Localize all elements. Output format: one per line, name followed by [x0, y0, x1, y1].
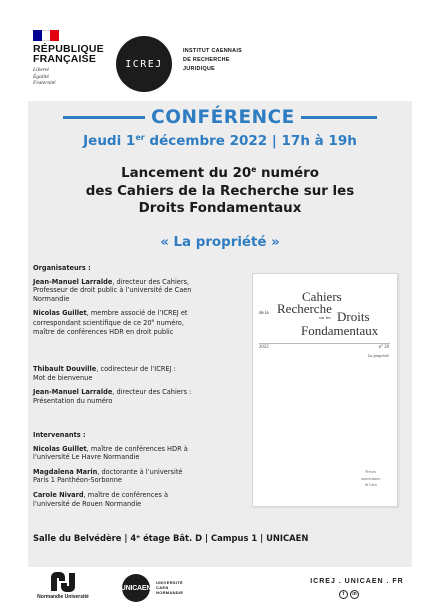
- intervenant-1-role: , maître de conférences HDR à: [86, 444, 188, 453]
- conference-heading: [28, 105, 412, 129]
- intervenant-3-line2: l’université de Rouen Normandie: [33, 499, 142, 508]
- french-flag-icon: [33, 30, 59, 41]
- normandie-universite-icon: [48, 571, 78, 593]
- social-links: [339, 590, 359, 599]
- organisateur-2-line2sup: e: [151, 318, 155, 324]
- programme-2-name: Jean-Manuel Larralde: [33, 388, 113, 397]
- programme-1-topic: Mot de bienvenue: [33, 373, 93, 382]
- title-line1-pre: Lancement du 20: [121, 166, 252, 181]
- event-theme: « La propriété »: [160, 235, 280, 250]
- normandie-universite-logo: [28, 571, 98, 600]
- book-title-fondamentaux: Fondamentaux: [301, 323, 379, 338]
- unicaen-logo-text: UNICAEN: [120, 584, 152, 592]
- date-prefix: Jeudi 1: [83, 133, 136, 149]
- rf-motto-egalite: Égalité: [33, 73, 49, 80]
- unicaen-logo: [122, 574, 150, 602]
- programme-1-role: , codirecteur de l’ICREJ :: [96, 365, 176, 373]
- intervenant-2-name: Magdalena Marin: [33, 467, 98, 476]
- book-title-recherche: Recherche: [277, 301, 332, 316]
- title-line3: Droits Fondamentaux: [138, 201, 302, 216]
- institut-name: [183, 47, 242, 73]
- book-title-sur-les: sur les: [319, 315, 331, 320]
- book-title-droits: Droits: [337, 309, 370, 324]
- twitter-icon[interactable]: t: [339, 590, 348, 599]
- intervenant-3-name: Carole Nivard: [33, 490, 84, 499]
- event-title: [28, 161, 412, 218]
- rf-motto-liberte: Liberté: [33, 67, 49, 73]
- programme-2-topic: Présentation du numéro: [33, 396, 113, 405]
- intervenant-1-name: Nicolas Guillet: [33, 444, 87, 453]
- unicaen-text-line3: NORMANDIE: [156, 590, 184, 595]
- programme-item-1: [33, 365, 247, 382]
- organisateur-2-name: Nicolas Guillet: [33, 309, 87, 318]
- institut-line1: INSTITUT CAENNAIS: [183, 48, 243, 54]
- book-title-cahiers: Cahiers: [302, 289, 342, 304]
- date-rest: décembre 2022 | 17h à 19h: [144, 133, 357, 149]
- book-publisher-line1: Presses: [365, 470, 376, 474]
- organisateur-2: [33, 309, 247, 336]
- unicaen-text-line2: CAEN: [156, 585, 169, 590]
- conference-title: CONFÉRENCE: [151, 106, 295, 128]
- intervenant-2-line2: Paris 1 Panthéon-Sorbonne: [33, 476, 122, 485]
- organisateur-2-role: , membre associé de l’ICREJ et: [86, 309, 188, 318]
- unicaen-text: [156, 580, 183, 595]
- book-title-de-la: de la: [259, 311, 269, 316]
- book-publisher-line3: de Caen: [364, 483, 377, 487]
- programme-item-2: [33, 388, 247, 405]
- rf-motto: [33, 67, 113, 87]
- rf-motto-fraternite: Fraternité: [33, 80, 56, 86]
- organisateur-2-line2a: correspondant scientifique de ce 20: [33, 318, 152, 327]
- heading-rule-right: [301, 116, 377, 119]
- intervenant-2: [33, 468, 247, 485]
- intervenant-3: [33, 491, 247, 508]
- normandie-universite-label: Normandie Université: [37, 594, 89, 600]
- icrej-logo-text: ICREJ: [125, 58, 163, 70]
- organisateurs-section: [33, 264, 247, 342]
- linkedin-icon[interactable]: in: [350, 590, 359, 599]
- intervenants-heading: Intervenants :: [33, 431, 86, 439]
- date-suffix: er: [135, 133, 145, 142]
- rf-name-line1: RÉPUBLIQUE: [33, 43, 104, 55]
- intervenant-1-line2: l’université Le Havre Normandie: [33, 453, 140, 462]
- organisateur-1: [33, 278, 247, 304]
- rf-name-line2: FRANÇAISE: [33, 53, 97, 65]
- organisateur-2-line2b: numéro,: [154, 318, 184, 327]
- organisateur-1-line3: Normandie: [33, 294, 70, 303]
- intervenant-3-role: , maître de conférences à: [83, 490, 169, 499]
- title-line1: [28, 161, 412, 183]
- book-cover: [252, 273, 398, 507]
- book-rule: [259, 343, 390, 344]
- programme-2-role: , directeur des Cahiers :: [112, 388, 192, 397]
- programme-section: [33, 365, 247, 411]
- title-line1-sup: e: [251, 165, 257, 174]
- website-link[interactable]: ICREJ . UNICAEN . FR: [310, 578, 404, 585]
- icrej-logo: [116, 36, 172, 92]
- organisateur-2-line3: maître de conférences HDR en droit public: [33, 327, 174, 336]
- event-panel: [28, 101, 412, 567]
- organisateur-1-line2: Professeur de droit public à l’université de Caen: [33, 286, 192, 295]
- book-number: n° 20: [378, 345, 389, 350]
- intervenant-1: [33, 445, 247, 462]
- programme-1-name: Thibault Douville: [33, 365, 97, 373]
- event-location: Salle du Belvédère | 4ᵉ étage Bât. D | Campus 1 | UNICAEN: [33, 533, 309, 543]
- institut-line3: JURIDIQUE: [183, 65, 216, 72]
- book-year: 2022: [259, 345, 269, 350]
- title-line1-post: numéro: [256, 166, 319, 181]
- organisateurs-heading: Organisateurs :: [33, 264, 91, 272]
- organisateur-1-role: , directeur des Cahiers,: [112, 277, 190, 286]
- book-publisher-line2: universitaires: [361, 476, 381, 481]
- book-subtitle: La propriété: [368, 353, 389, 358]
- intervenant-2-role: , doctorante à l’université: [97, 467, 183, 476]
- title-line2: des Cahiers de la Recherche sur les: [85, 183, 355, 199]
- unicaen-text-line1: UNIVERSITÉ: [156, 580, 184, 585]
- heading-rule-left: [63, 116, 145, 119]
- republique-francaise-logo: [33, 30, 113, 87]
- book-publisher: [361, 469, 380, 489]
- organisateur-1-name: Jean-Manuel Larralde: [33, 277, 113, 286]
- institut-line2: DE RECHERCHE: [183, 56, 230, 63]
- intervenants-section: [33, 431, 247, 514]
- event-date: [28, 133, 412, 149]
